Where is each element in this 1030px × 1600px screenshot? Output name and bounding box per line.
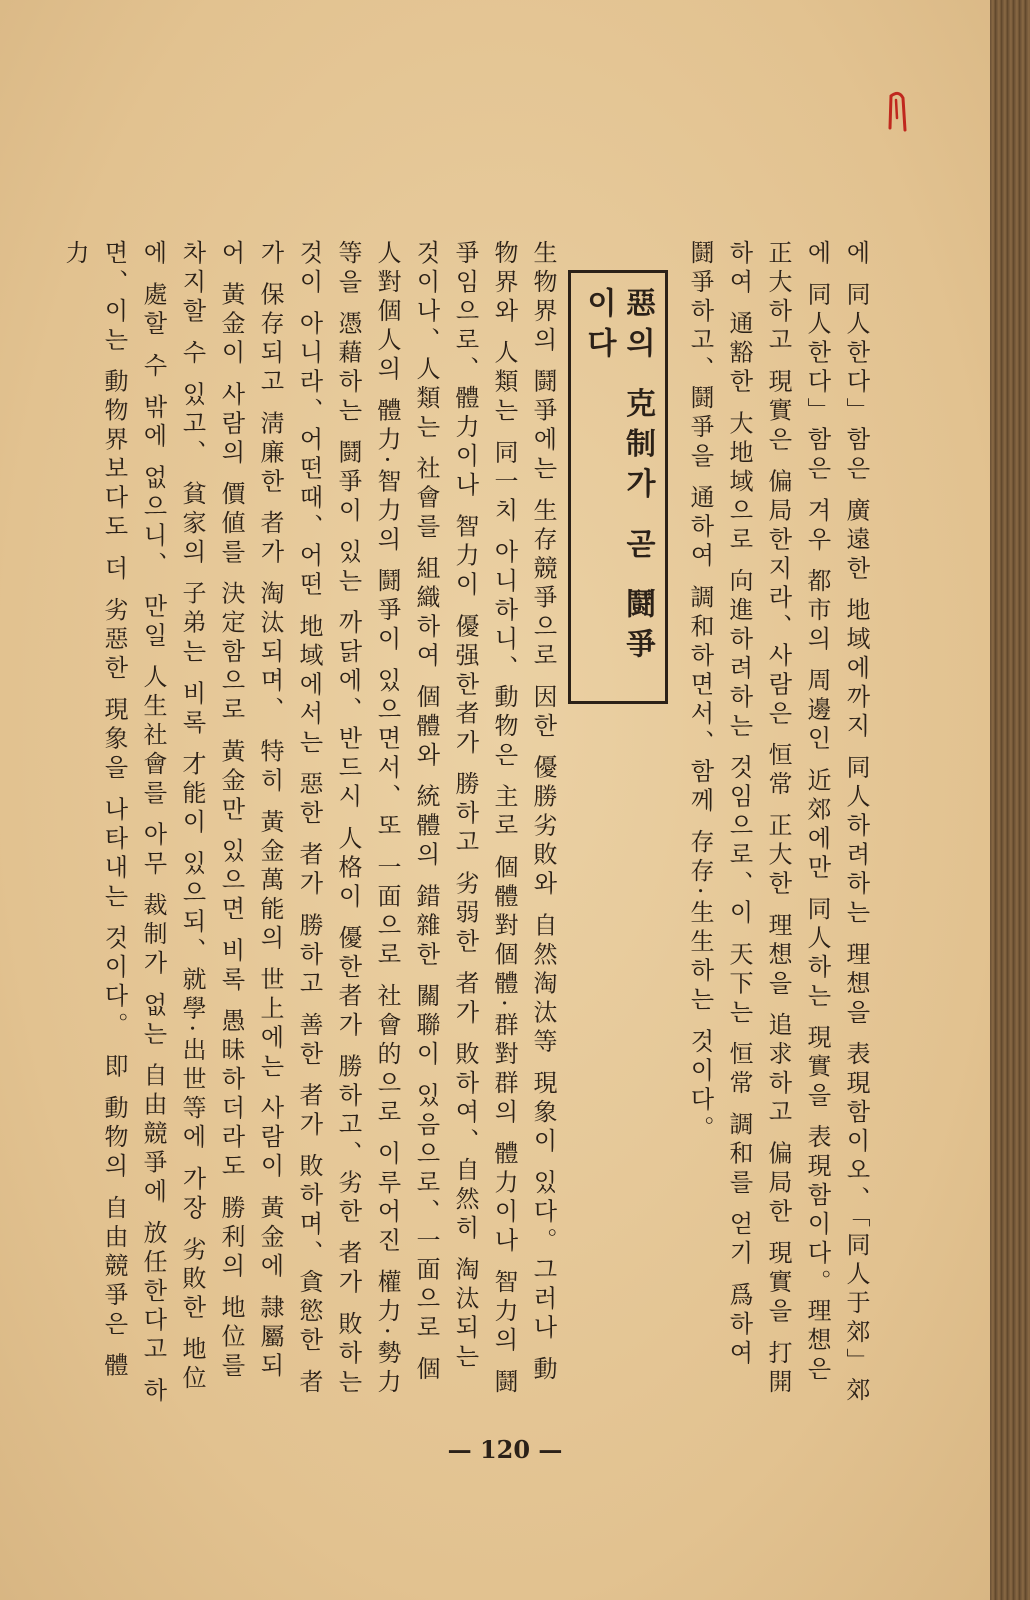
vertical-body-text <box>61 240 875 1410</box>
paragraph-continued: 에 同人한다」함은 廣遠한 地域에까지 同人하려하는 理想을 表現함이오、「同人于郊」郊에 同人한다」함은 겨우 都市의 周邊인 近郊에만 同人하는 現實을 表現함이다。理想은 正大하고 現實은 偏局한지라、사람은 恒常 正大한 理想을 追求하고 偏局한 現實을 打開하여 通豁한 大地域으로 向進하려하는 것임으로、이 天下는 恒常 調和를 얻기 爲하여 鬪爭하고、鬪爭을 通하여 調和하면서、함께 存存·生生하는 것이다。 <box>686 240 870 1406</box>
section-paragraph: 生物界의 鬪爭에는 生存競爭으로 因한 優勝劣敗와 自然淘汰等 現象이 있다。그러나 動物界와 人類는 同一치 아니하니、動物은 主로 個體對個體·群對群의 體力이나 智力의 鬪爭임으로、體力이나 智力이 優强한者가 勝하고 劣弱한 者가 敗하여、自然히 淘汰되는 것이나、人類는 社會를 組織하여 個體와 統體의 錯雜한 關聯이 있음으로、一面으로 個人對個人의 體力·智力의 鬪爭이 있으면서、또 一面으로 社會的으로 이루어진 權力·勢力等을 憑藉하는 鬪爭이 있는 까닭에、반드시 人格이 優한者가 勝하고、劣한 者가 敗하는것이 아니라、어떤때、어떤 地域에서는 惡한 者가 勝하고 善한 者가 敗하며、貪慾한 者가 保存되고 淸廉한 者가 淘汰되며、 特히 黃金萬能의 世上에는 사람이 黃金에 隷屬되어 黃金이 사람의 價値를 決定함으로 黃金만 있으면 비록 愚昧하더라도 勝利의 地位를 차지할 수 있고、 貧家의 子弟는 비록 才能이 있으되、就學·出世等에 가장 劣敗한 地位에 處할 수 밖에 없으니、 만일 人生社會를 아무 裁制가 없는 自由競爭에 放任한다고 하면、이는 動物界보다도 더 劣惡한 現象을 나타내는 것이다。 即 動物의 自由競爭은 體力 <box>61 240 557 1407</box>
red-pencil-mark <box>885 88 911 134</box>
page-number: — 120 — <box>447 1435 563 1464</box>
section-heading: 惡의 克制가 곧 鬪爭이다 <box>568 270 668 704</box>
book-page-edge <box>990 0 1030 1600</box>
